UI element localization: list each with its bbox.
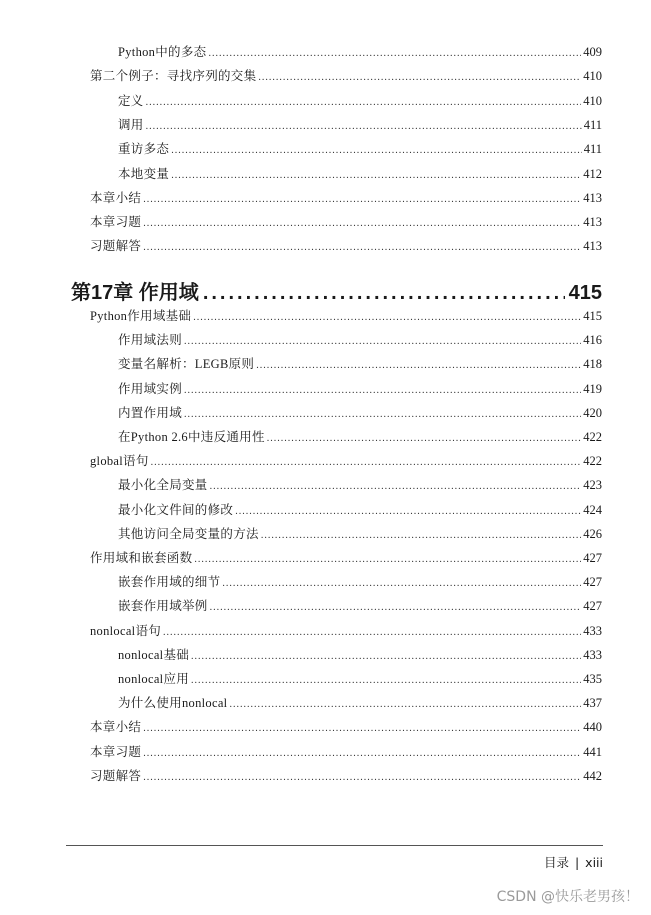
toc-entry-page: 412 [583,166,602,181]
toc-entry [118,502,602,520]
toc-entry-page: 426 [583,526,602,541]
leader-dots [191,649,581,665]
leader-dots [191,673,581,689]
toc-entry [90,214,602,232]
toc-entry-title: 习题解答 [90,768,142,783]
toc-entry-title: Python中的多态 [118,45,207,59]
leader-dots [171,143,582,159]
toc-entry-title: nonlocal语句 [90,623,162,638]
toc-entry [90,550,602,568]
toc-entry [118,526,602,544]
leader-dots [143,746,581,762]
leader-dots [184,407,581,423]
toc-entry [118,44,602,62]
toc-entry-title: 本章小结 [90,720,142,735]
toc-entry [118,477,602,495]
footer-rule [66,845,603,846]
toc-entry [118,381,602,399]
toc-entry-title: global语句 [90,454,149,469]
toc-entry [118,117,602,135]
leader-dots [143,770,581,786]
leader-dots [163,625,581,641]
leader-dots [208,46,581,62]
leader-dots [261,528,581,544]
toc-entry-page: 422 [583,430,602,444]
toc-entry-page: 410 [583,69,602,84]
toc-entry-title: 最小化全局变量 [118,478,208,493]
toc-entry [90,238,602,256]
toc-entry-title: nonlocal基础 [118,647,190,662]
toc-entry-page: 415 [583,309,602,323]
toc-entry-page: 427 [583,599,602,614]
toc-entry-title: 嵌套作用域的细节 [118,575,221,590]
toc-entry [118,429,602,447]
toc-entry-page: 409 [583,45,602,59]
toc-entry [118,166,602,184]
toc-entry-page: 420 [583,405,602,420]
toc-entry [90,623,602,641]
toc-entry [90,190,602,208]
toc-entry-title: 其他访问全局变量的方法 [118,526,259,541]
leader-dots [235,504,581,520]
chapter-title: 第17章 作用域 [71,282,199,304]
leader-dots [146,119,582,135]
chapter-page: 415 [568,282,602,304]
toc-entry-title: 为什么使用nonlocal [118,696,228,711]
toc-entry-page: 410 [583,93,602,108]
toc-entry [118,647,602,665]
toc-entry-page: 419 [583,381,602,396]
toc-entry-page: 440 [583,720,602,735]
toc-entry-title: 内置作用域 [118,405,183,420]
toc-entry [118,141,602,159]
leader-dots [222,576,581,592]
toc-entry-page: 435 [583,672,602,686]
leader-dots [267,431,581,447]
leader-dots [258,70,581,86]
leader-dots [143,216,581,232]
toc-entry-title: nonlocal应用 [118,672,190,686]
toc-entry-title: 本章习题 [90,215,142,230]
page-footer [544,853,603,871]
leader-dots [194,552,581,568]
toc-entry-title: 重访多态 [118,142,170,157]
toc-entry-title: 习题解答 [90,239,142,254]
toc-entry [90,744,602,762]
leader-dots [256,358,581,374]
toc-entry [118,332,602,350]
toc-entry [90,719,602,737]
toc-entry [90,308,602,326]
toc-entry-page: 413 [583,190,602,205]
toc-entry [90,68,602,86]
toc-entry-title: 作用域和嵌套函数 [90,551,193,565]
toc-entry-title: 本地变量 [118,166,170,181]
toc-entry-title: 变量名解析：LEGB原则 [118,357,255,372]
toc-entry-page: 411 [583,117,602,132]
toc-entry [118,695,602,713]
toc-entry-title: 调用 [118,117,144,132]
toc-entry-title: 作用域实例 [118,381,183,396]
leader-dots [184,334,581,350]
toc-entry-page: 413 [583,215,602,230]
toc-entry-title: 在Python 2.6中违反通用性 [118,430,265,444]
toc-entry-page: 433 [583,623,602,638]
toc-entry [118,356,602,374]
toc-entry-page: 411 [583,142,602,157]
toc-entry-title: 作用域法则 [118,333,183,348]
toc-entry-page: 427 [583,551,602,565]
toc-entry-page: 441 [583,744,602,759]
leader-dots [143,192,581,208]
toc-entry-title: 最小化文件间的修改 [118,502,234,517]
toc-entry-page: 427 [583,575,602,590]
toc-entry [90,453,602,471]
toc-entry-title: 本章习题 [90,744,142,759]
leader-dots [146,95,582,111]
toc-entry [118,93,602,111]
chapter-heading [71,281,602,305]
toc-entry-title: 嵌套作用域举例 [118,599,208,614]
leader-dots [229,697,581,713]
toc-entry-page: 437 [583,696,602,711]
leader-dots [151,455,582,471]
toc-entry-page: 422 [583,454,602,469]
leader-dots [210,600,582,616]
watermark: CSDN @快乐老男孩！ [496,889,639,905]
toc-entry-page: 413 [583,239,602,254]
toc-entry-title: 定义 [118,93,144,108]
toc-entry [118,405,602,423]
leader-dots [143,240,581,256]
footer-section: 目录 [543,855,569,870]
leader-dots [171,168,581,184]
leader-dots [184,383,581,399]
toc-entry [90,768,602,786]
footer-separator: | [574,855,580,870]
toc-entry-page: 433 [583,647,602,662]
leader-dots [143,721,581,737]
toc-entry-page: 424 [583,502,602,517]
footer-page-number: xiii [585,855,603,870]
toc-entry [118,671,602,689]
toc-entry-title: 第二个例子：寻找序列的交集 [90,69,257,84]
toc-entry-title: 本章小结 [90,190,142,205]
toc-entry [118,574,602,592]
toc-entry-title: Python作用域基础 [90,309,192,323]
toc-entry-page: 418 [583,357,602,372]
toc-entry-page: 423 [583,478,602,493]
toc-entry-page: 416 [583,333,602,348]
toc-entry-page: 442 [583,768,602,783]
chapter-leader-dots [203,281,565,305]
toc-entry [118,598,602,616]
leader-dots [210,479,582,495]
leader-dots [193,310,581,326]
